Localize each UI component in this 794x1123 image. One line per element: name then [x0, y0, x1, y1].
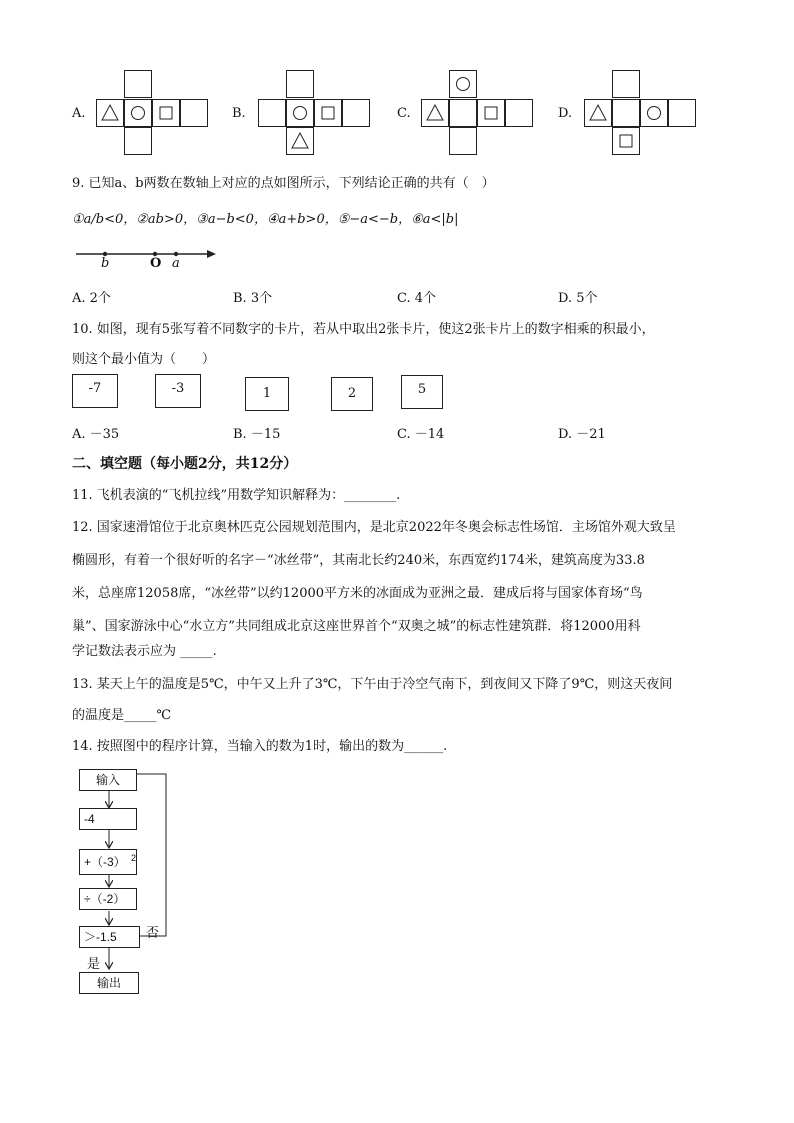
q10-stem-line2: 则这个最小值为（ ） — [72, 352, 216, 367]
q10-choice-d: D. －21 — [558, 427, 606, 442]
triangle-icon — [287, 128, 313, 154]
q14-text: 14. 按照图中的程序计算，当输入的数为1时，输出的数为______. — [72, 739, 448, 754]
arrow-right-icon — [207, 250, 216, 258]
triangle-icon — [585, 100, 611, 126]
axis-label-o: O — [150, 256, 162, 271]
q8-option-d-label: D. — [558, 106, 573, 121]
card-minus3: -3 — [155, 374, 201, 408]
q8-net-d — [584, 70, 700, 158]
q12-line4: 巢”、国家游泳中心“水立方”共同组成北京这座世界首个“双奥之城”的标志性建筑群．将12000用科 — [72, 619, 641, 634]
circle-icon — [450, 71, 476, 97]
triangle-icon — [422, 100, 448, 126]
square-icon — [153, 100, 179, 126]
circle-icon — [641, 100, 667, 126]
q12-line2: 椭圆形，有着一个很好听的名字－“冰丝带”，其南北长约240米，东西宽约174米，建筑高度为33.8 — [72, 553, 645, 568]
card-5: 5 — [401, 375, 443, 409]
card-1: 1 — [245, 377, 289, 411]
square-icon — [613, 128, 639, 154]
circle-icon — [287, 100, 313, 126]
q12-line5: 学记数法表示应为 _____. — [72, 644, 217, 659]
card-minus7: -7 — [72, 374, 118, 408]
square-icon — [478, 100, 504, 126]
q12-line3: 米，总座席12058席，“冰丝带”以约12000平方米的冰面成为亚洲之最．建成后将与国家体育场“鸟 — [72, 586, 643, 601]
section-heading: 二、填空题（每小题2分，共12分） — [72, 456, 298, 472]
flow-no-label: 否 — [146, 925, 160, 940]
q8-net-b — [258, 70, 374, 158]
flow-yes-label: 是 — [87, 956, 101, 971]
q8-net-c — [421, 70, 537, 158]
flow-step2-exponent: 2 — [130, 853, 136, 863]
flow-step2-text: +（-3） — [84, 855, 126, 869]
axis-label-b: b — [101, 256, 110, 271]
q8-net-a — [96, 70, 212, 158]
q11-text: 11. 飞机表演的“飞机拉线”用数学知识解释为：________. — [72, 488, 401, 503]
flow-condition-box: ＞-1.5 — [79, 926, 140, 948]
card-2: 2 — [331, 377, 373, 411]
flow-step3-box: ÷（-2） — [79, 888, 137, 910]
flow-output-box: 输出 — [79, 972, 139, 994]
flow-step2-box — [79, 849, 137, 875]
flow-step1-box: -4 — [79, 808, 137, 830]
q9-conditions: ①a/b<0，②ab>0，③a−b<0，④a+b>0，⑤−a<−b，⑥a<|b| — [72, 212, 459, 227]
number-line — [72, 244, 222, 272]
q9-choice-c: C. 4个 — [397, 291, 437, 306]
q8-option-b-label: B. — [232, 106, 246, 121]
q10-stem-line1: 10. 如图，现有5张写着不同数字的卡片，若从中取出2张卡片，使这2张卡片上的数字相乘的积最小， — [72, 322, 655, 337]
q10-choice-c: C. －14 — [397, 427, 445, 442]
q9-choice-b: B. 3个 — [233, 291, 273, 306]
q13-line2: 的温度是_____℃ — [72, 708, 172, 723]
circle-icon — [125, 100, 151, 126]
q13-line1: 13. 某天上午的温度是5℃，中午又上升了3℃，下午由于冷空气南下，到夜间又下降了9℃，则这天夜间 — [72, 677, 673, 692]
flow-input-box: 输入 — [79, 769, 137, 791]
square-icon — [315, 100, 341, 126]
q9-choice-a: A. 2个 — [72, 291, 111, 306]
q8-option-a-label: A. — [72, 106, 86, 121]
triangle-icon — [97, 100, 123, 126]
q10-choice-b: B. －15 — [233, 427, 281, 442]
axis-label-a: a — [172, 256, 180, 271]
q10-choice-a: A. －35 — [72, 427, 120, 442]
q9-stem: 9. 已知a、b两数在数轴上对应的点如图所示，下列结论正确的共有（ ） — [72, 176, 495, 191]
q8-option-c-label: C. — [397, 106, 411, 121]
q9-choice-d: D. 5个 — [558, 291, 598, 306]
q12-line1: 12. 国家速滑馆位于北京奥林匹克公园规划范围内，是北京2022年冬奥会标志性场馆．主场馆外观大致呈 — [72, 520, 676, 535]
